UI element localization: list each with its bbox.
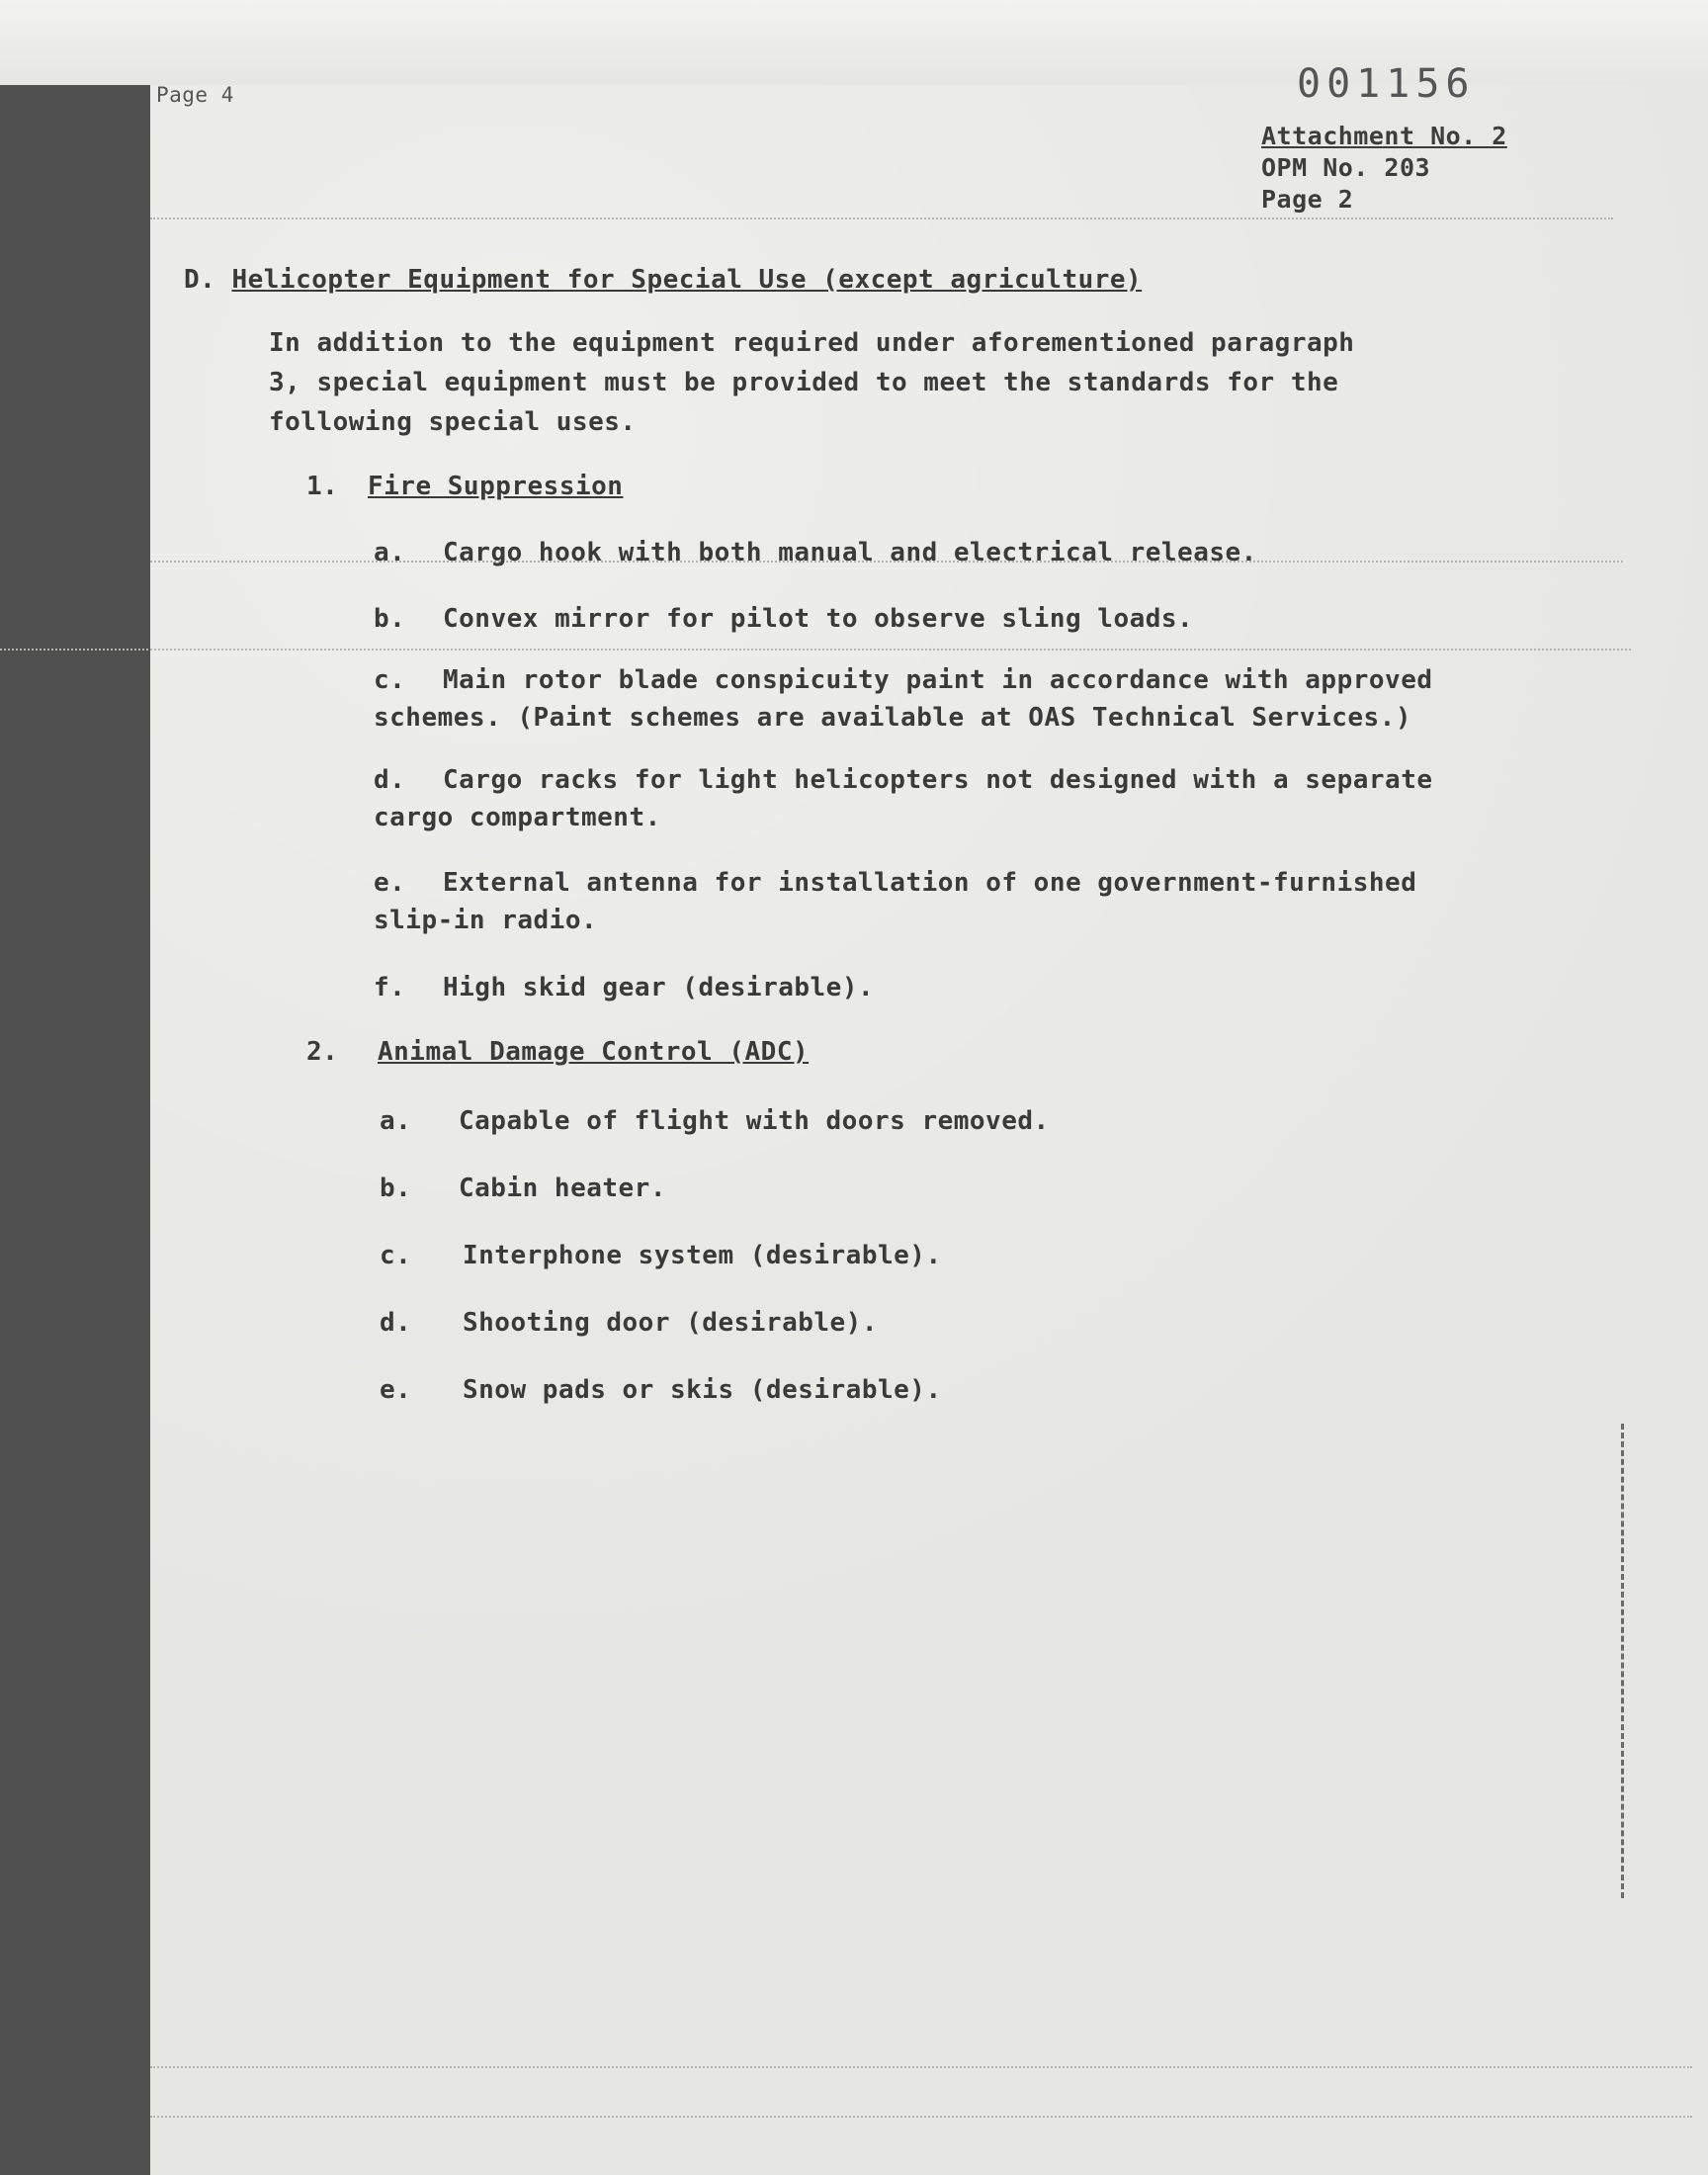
item-text: Snow pads or skis (desirable). — [463, 1375, 942, 1405]
item-letter: d. — [380, 1308, 412, 1338]
subsection-heading — [306, 1037, 809, 1067]
section-heading — [184, 265, 1142, 295]
item-text: External antenna for installation of one government-furnished — [443, 868, 1417, 898]
scan-noise-line — [150, 218, 1613, 219]
list-item — [380, 1170, 666, 1207]
list-item — [374, 534, 1257, 571]
list-item — [380, 1304, 878, 1342]
item-letter: e. — [374, 868, 406, 898]
list-item — [374, 761, 1433, 836]
item-text: Capable of flight with doors removed. — [459, 1106, 1050, 1136]
subsection-number: 2. — [306, 1037, 339, 1067]
intro-line: In addition to the equipment required under aforementioned paragraph — [269, 328, 1355, 358]
item-letter: a. — [380, 1106, 412, 1136]
list-item — [374, 969, 874, 1006]
item-text-continued: schemes. (Paint schemes are available at OAS Technical Services.) — [374, 703, 1411, 733]
item-text: Main rotor blade conspicuity paint in accordance with approved — [443, 665, 1433, 695]
scan-noise-line — [150, 2116, 1692, 2118]
item-text: Interphone system (desirable). — [463, 1241, 942, 1270]
margin-mark — [1621, 1424, 1624, 1898]
item-letter: c. — [380, 1241, 412, 1270]
item-text: Cabin heater. — [459, 1174, 666, 1203]
intro-line: 3, special equipment must be provided to meet the standards for the — [269, 368, 1339, 397]
attachment-page: Page 2 — [1261, 185, 1354, 214]
section-intro — [269, 323, 1354, 442]
subsection-number: 1. — [306, 472, 339, 501]
attachment-label: Attachment No. 2 — [1261, 122, 1507, 150]
item-letter: e. — [380, 1375, 412, 1405]
list-item — [374, 661, 1433, 737]
list-item — [380, 1237, 942, 1274]
item-text: Cargo racks for light helicopters not designed with a separate — [443, 765, 1433, 795]
item-letter: c. — [374, 665, 406, 695]
list-item — [374, 600, 1193, 638]
item-text-continued: slip-in radio. — [374, 906, 598, 935]
section-title: Helicopter Equipment for Special Use (except agriculture) — [231, 265, 1143, 295]
item-letter: b. — [380, 1174, 412, 1203]
subsection-title: Animal Damage Control (ADC) — [378, 1037, 810, 1067]
attachment-block — [1261, 121, 1507, 216]
item-text: High skid gear (desirable). — [443, 973, 875, 1002]
document-number: 001156 — [1297, 61, 1476, 107]
item-text: Shooting door (desirable). — [463, 1308, 878, 1338]
opm-number: OPM No. 203 — [1261, 153, 1431, 182]
list-item — [380, 1371, 942, 1409]
item-letter: b. — [374, 604, 406, 634]
item-letter: d. — [374, 765, 406, 795]
item-text: Cargo hook with both manual and electrical release. — [443, 538, 1257, 567]
subsection-heading — [306, 472, 623, 501]
intro-line: following special uses. — [269, 407, 637, 437]
item-text: Convex mirror for pilot to observe sling loads. — [443, 604, 1194, 634]
item-letter: f. — [374, 973, 406, 1002]
section-letter: D. — [184, 265, 216, 295]
page-label: Page 4 — [156, 83, 234, 107]
list-item — [374, 864, 1416, 939]
scan-noise-line — [150, 2066, 1692, 2068]
item-letter: a. — [374, 538, 406, 567]
list-item — [380, 1102, 1050, 1140]
subsection-title: Fire Suppression — [368, 472, 624, 501]
item-text-continued: cargo compartment. — [374, 803, 661, 832]
binding-strip — [0, 85, 150, 2175]
scan-noise-line — [0, 649, 1631, 651]
